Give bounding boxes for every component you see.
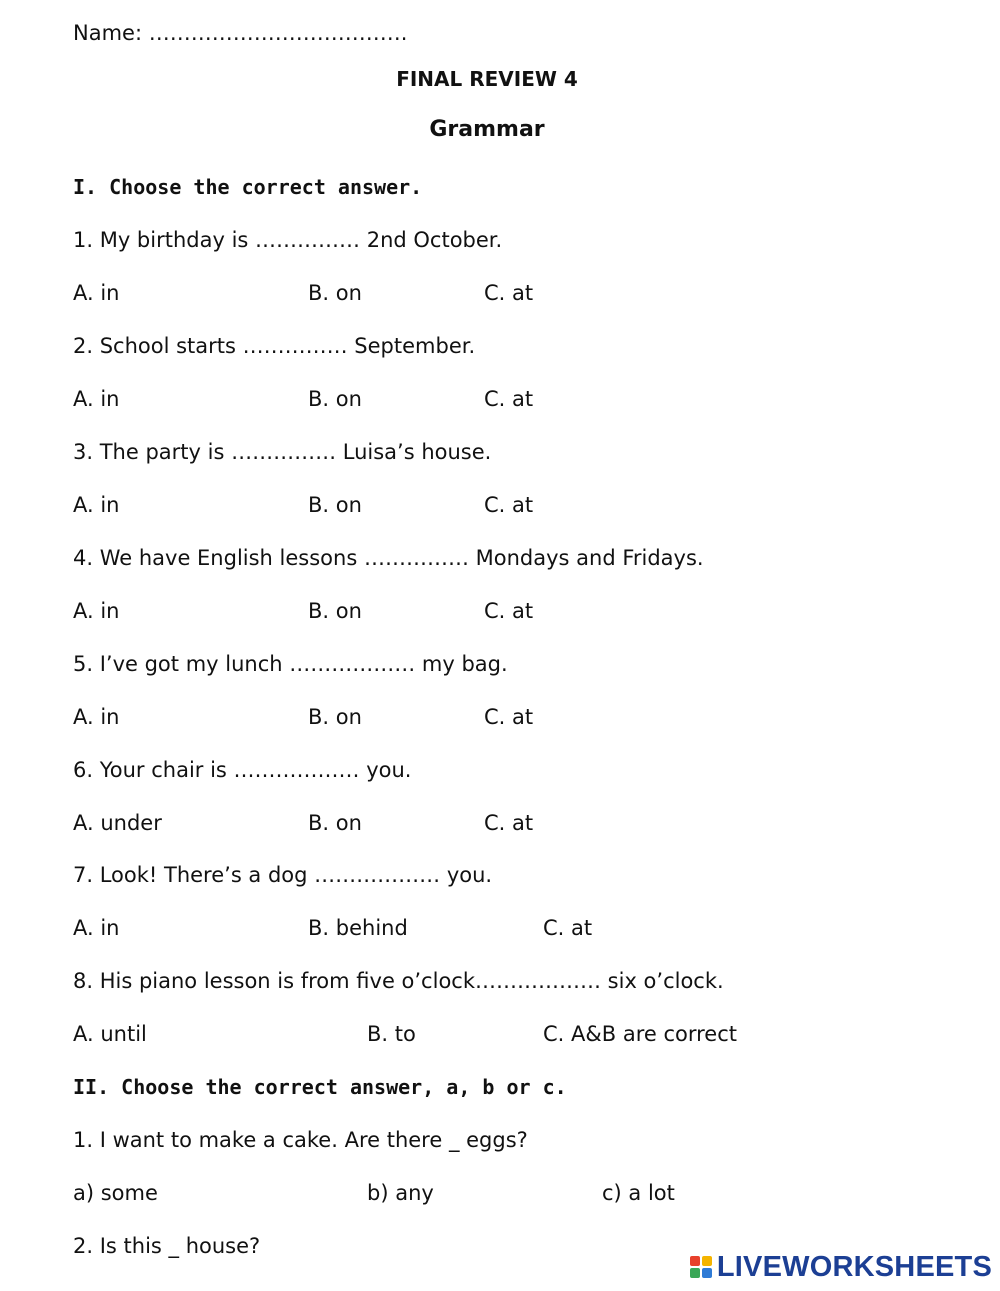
- question-8-option-b[interactable]: B. to: [367, 1022, 416, 1046]
- question-6-option-a[interactable]: A. under: [73, 811, 162, 835]
- question-6-text: 6. Your chair is ……………… you.: [73, 758, 412, 782]
- question-2-text: 2. School starts …………… September.: [73, 334, 476, 358]
- question-3-text: 3. The party is …………… Luisa’s house.: [73, 440, 492, 464]
- section-2-heading: II. Choose the correct answer, a, b or c.: [73, 1075, 567, 1099]
- question-3-option-a[interactable]: A. in: [73, 493, 120, 517]
- question-4-option-a[interactable]: A. in: [73, 599, 120, 623]
- question-1-option-a[interactable]: A. in: [73, 281, 120, 305]
- question-6-option-b[interactable]: B. on: [308, 811, 362, 835]
- question-5-text: 5. I’ve got my lunch ……………… my bag.: [73, 652, 508, 676]
- question-3-option-c[interactable]: C. at: [484, 493, 534, 517]
- question-2-option-b[interactable]: B. on: [308, 387, 362, 411]
- question-1-text: 1. My birthday is …………… 2nd October.: [73, 228, 503, 252]
- question-8-option-a[interactable]: A. until: [73, 1022, 147, 1046]
- question-5-option-c[interactable]: C. at: [484, 705, 534, 729]
- section-2-question-1-option-b[interactable]: b) any: [367, 1181, 434, 1205]
- question-2-option-a[interactable]: A. in: [73, 387, 120, 411]
- question-4-option-b[interactable]: B. on: [308, 599, 362, 623]
- question-1-option-b[interactable]: B. on: [308, 281, 362, 305]
- question-1-option-c[interactable]: C. at: [484, 281, 534, 305]
- liveworksheets-logo-text: LIVEWORKSHEETS: [716, 1250, 992, 1283]
- worksheet-subtitle: Grammar: [429, 117, 545, 142]
- question-8-option-c[interactable]: C. A&B are correct: [543, 1022, 738, 1046]
- question-7-option-c[interactable]: C. at: [543, 916, 593, 940]
- question-7-option-b[interactable]: B. behind: [308, 916, 408, 940]
- name-field-label: Name: ……………………………….: [73, 21, 408, 45]
- worksheet-title: FINAL REVIEW 4: [396, 67, 578, 91]
- question-5-option-b[interactable]: B. on: [308, 705, 362, 729]
- section-2-question-2-text: 2. Is this _ house?: [73, 1234, 261, 1258]
- question-7-text: 7. Look! There’s a dog ……………… you.: [73, 863, 493, 887]
- section-2-question-1-option-a[interactable]: a) some: [73, 1181, 158, 1205]
- question-4-option-c[interactable]: C. at: [484, 599, 534, 623]
- question-5-option-a[interactable]: A. in: [73, 705, 120, 729]
- question-4-text: 4. We have English lessons …………… Mondays and Fridays.: [73, 546, 704, 570]
- section-2-question-1-option-c[interactable]: c) a lot: [602, 1181, 675, 1205]
- liveworksheets-watermark: [690, 1249, 992, 1285]
- question-2-option-c[interactable]: C. at: [484, 387, 534, 411]
- liveworksheets-logo-icon: [690, 1256, 712, 1278]
- question-8-text: 8. His piano lesson is from five o’clock……………… six o’clock.: [73, 969, 724, 993]
- question-6-option-c[interactable]: C. at: [484, 811, 534, 835]
- question-3-option-b[interactable]: B. on: [308, 493, 362, 517]
- section-1-heading: I. Choose the correct answer.: [73, 175, 423, 199]
- section-2-question-1-text: 1. I want to make a cake. Are there _ eggs?: [73, 1128, 528, 1152]
- question-7-option-a[interactable]: A. in: [73, 916, 120, 940]
